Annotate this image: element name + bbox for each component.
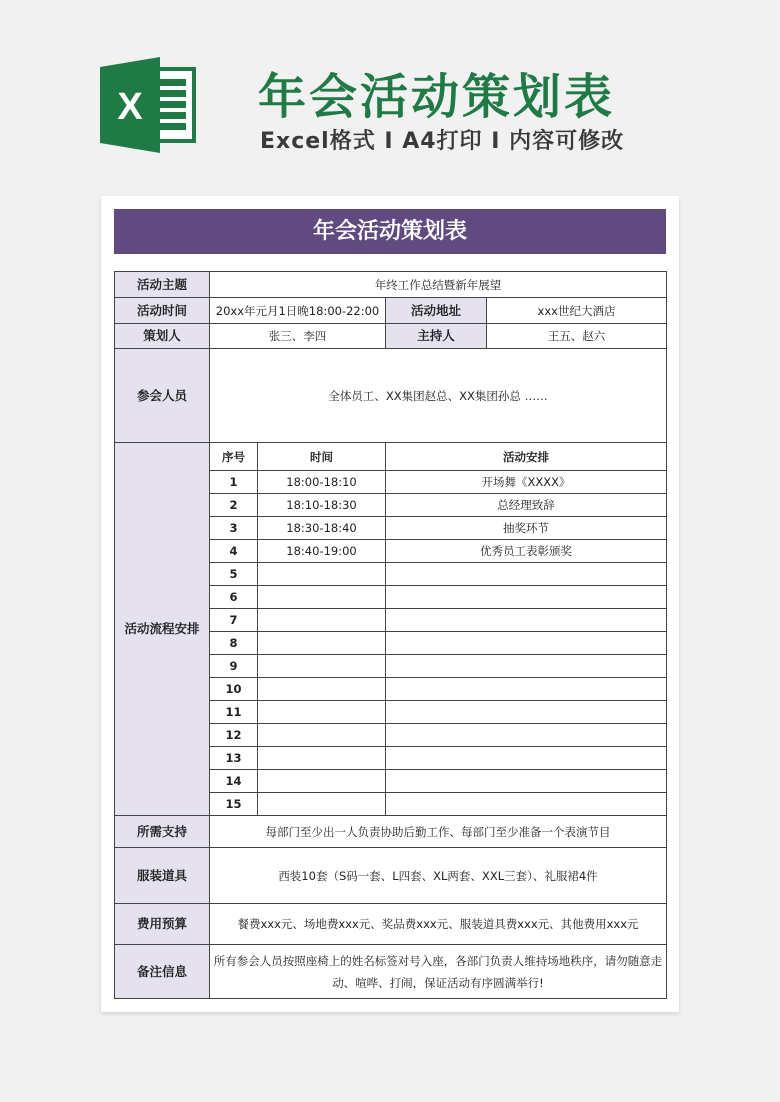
- schedule-no: 6: [210, 586, 258, 609]
- time-value[interactable]: 20xx年元月1日晚18:00-22:00: [210, 298, 386, 324]
- page-subtitle: Excel格式 I A4打印 I 内容可修改: [260, 129, 625, 154]
- place-label: 活动地址: [386, 298, 487, 324]
- schedule-item[interactable]: [386, 793, 667, 816]
- schedule-time[interactable]: 18:00-18:10: [258, 471, 386, 494]
- schedule-item[interactable]: 开场舞《XXXX》: [386, 471, 667, 494]
- costume-value[interactable]: 西装10套（S码一套、L四套、XL两套、XXL三套）、礼服裙4件: [210, 848, 667, 904]
- schedule-no: 4: [210, 540, 258, 563]
- schedule-no: 10: [210, 678, 258, 701]
- budget-label: 费用预算: [115, 904, 210, 945]
- schedule-header-time: 时间: [258, 443, 386, 471]
- excel-logo-icon: [100, 57, 200, 153]
- schedule-time[interactable]: 18:10-18:30: [258, 494, 386, 517]
- schedule-time[interactable]: [258, 563, 386, 586]
- schedule-time[interactable]: 18:30-18:40: [258, 517, 386, 540]
- schedule-item[interactable]: [386, 678, 667, 701]
- budget-value[interactable]: 餐费xxx元、场地费xxx元、奖品费xxx元、服装道具费xxx元、其他费用xxx元: [210, 904, 667, 945]
- schedule-no: 9: [210, 655, 258, 678]
- planner-label: 策划人: [115, 324, 210, 349]
- schedule-no: 5: [210, 563, 258, 586]
- schedule-no: 11: [210, 701, 258, 724]
- schedule-time[interactable]: [258, 701, 386, 724]
- schedule-label: 活动流程安排: [115, 443, 210, 816]
- schedule-no: 15: [210, 793, 258, 816]
- page-title: 年会活动策划表: [258, 69, 616, 125]
- notes-value[interactable]: 所有参会人员按照座椅上的姓名标签对号入座，各部门负责人维持场地秩序，请勿随意走动、喧哗、打闹，保证活动有序圆满举行!: [210, 945, 667, 999]
- schedule-item[interactable]: [386, 563, 667, 586]
- host-label: 主持人: [386, 324, 487, 349]
- schedule-item[interactable]: 抽奖环节: [386, 517, 667, 540]
- schedule-item[interactable]: [386, 747, 667, 770]
- schedule-item[interactable]: [386, 701, 667, 724]
- plan-table: [114, 271, 667, 999]
- support-value[interactable]: 每部门至少出一人负责协助后勤工作、每部门至少准备一个表演节目: [210, 816, 667, 848]
- costume-label: 服装道具: [115, 848, 210, 904]
- attendees-value[interactable]: 全体员工、XX集团赵总、XX集团孙总 ……: [210, 349, 667, 443]
- schedule-time[interactable]: [258, 747, 386, 770]
- schedule-time[interactable]: [258, 632, 386, 655]
- schedule-time[interactable]: [258, 586, 386, 609]
- host-value[interactable]: 王五、赵六: [487, 324, 667, 349]
- schedule-no: 7: [210, 609, 258, 632]
- schedule-item[interactable]: [386, 770, 667, 793]
- schedule-no: 2: [210, 494, 258, 517]
- svg-text:X: X: [117, 86, 143, 128]
- attendees-label: 参会人员: [115, 349, 210, 443]
- schedule-no: 14: [210, 770, 258, 793]
- schedule-header-no: 序号: [210, 443, 258, 471]
- schedule-header-item: 活动安排: [386, 443, 667, 471]
- schedule-item[interactable]: 优秀员工表彰颁奖: [386, 540, 667, 563]
- schedule-no: 1: [210, 471, 258, 494]
- schedule-time[interactable]: [258, 655, 386, 678]
- schedule-time[interactable]: [258, 678, 386, 701]
- notes-label: 备注信息: [115, 945, 210, 999]
- schedule-time[interactable]: [258, 770, 386, 793]
- place-value[interactable]: xxx世纪大酒店: [487, 298, 667, 324]
- theme-value[interactable]: 年终工作总结暨新年展望: [210, 272, 667, 298]
- schedule-time[interactable]: 18:40-19:00: [258, 540, 386, 563]
- time-label: 活动时间: [115, 298, 210, 324]
- planner-value[interactable]: 张三、李四: [210, 324, 386, 349]
- schedule-item[interactable]: [386, 632, 667, 655]
- schedule-no: 12: [210, 724, 258, 747]
- schedule-item[interactable]: [386, 586, 667, 609]
- schedule-item[interactable]: [386, 655, 667, 678]
- schedule-time[interactable]: [258, 609, 386, 632]
- schedule-item[interactable]: [386, 724, 667, 747]
- schedule-no: 8: [210, 632, 258, 655]
- sheet-title: 年会活动策划表: [114, 209, 666, 254]
- theme-label: 活动主题: [115, 272, 210, 298]
- schedule-no: 3: [210, 517, 258, 540]
- schedule-no: 13: [210, 747, 258, 770]
- schedule-time[interactable]: [258, 724, 386, 747]
- support-label: 所需支持: [115, 816, 210, 848]
- schedule-item[interactable]: [386, 609, 667, 632]
- schedule-time[interactable]: [258, 793, 386, 816]
- schedule-item[interactable]: 总经理致辞: [386, 494, 667, 517]
